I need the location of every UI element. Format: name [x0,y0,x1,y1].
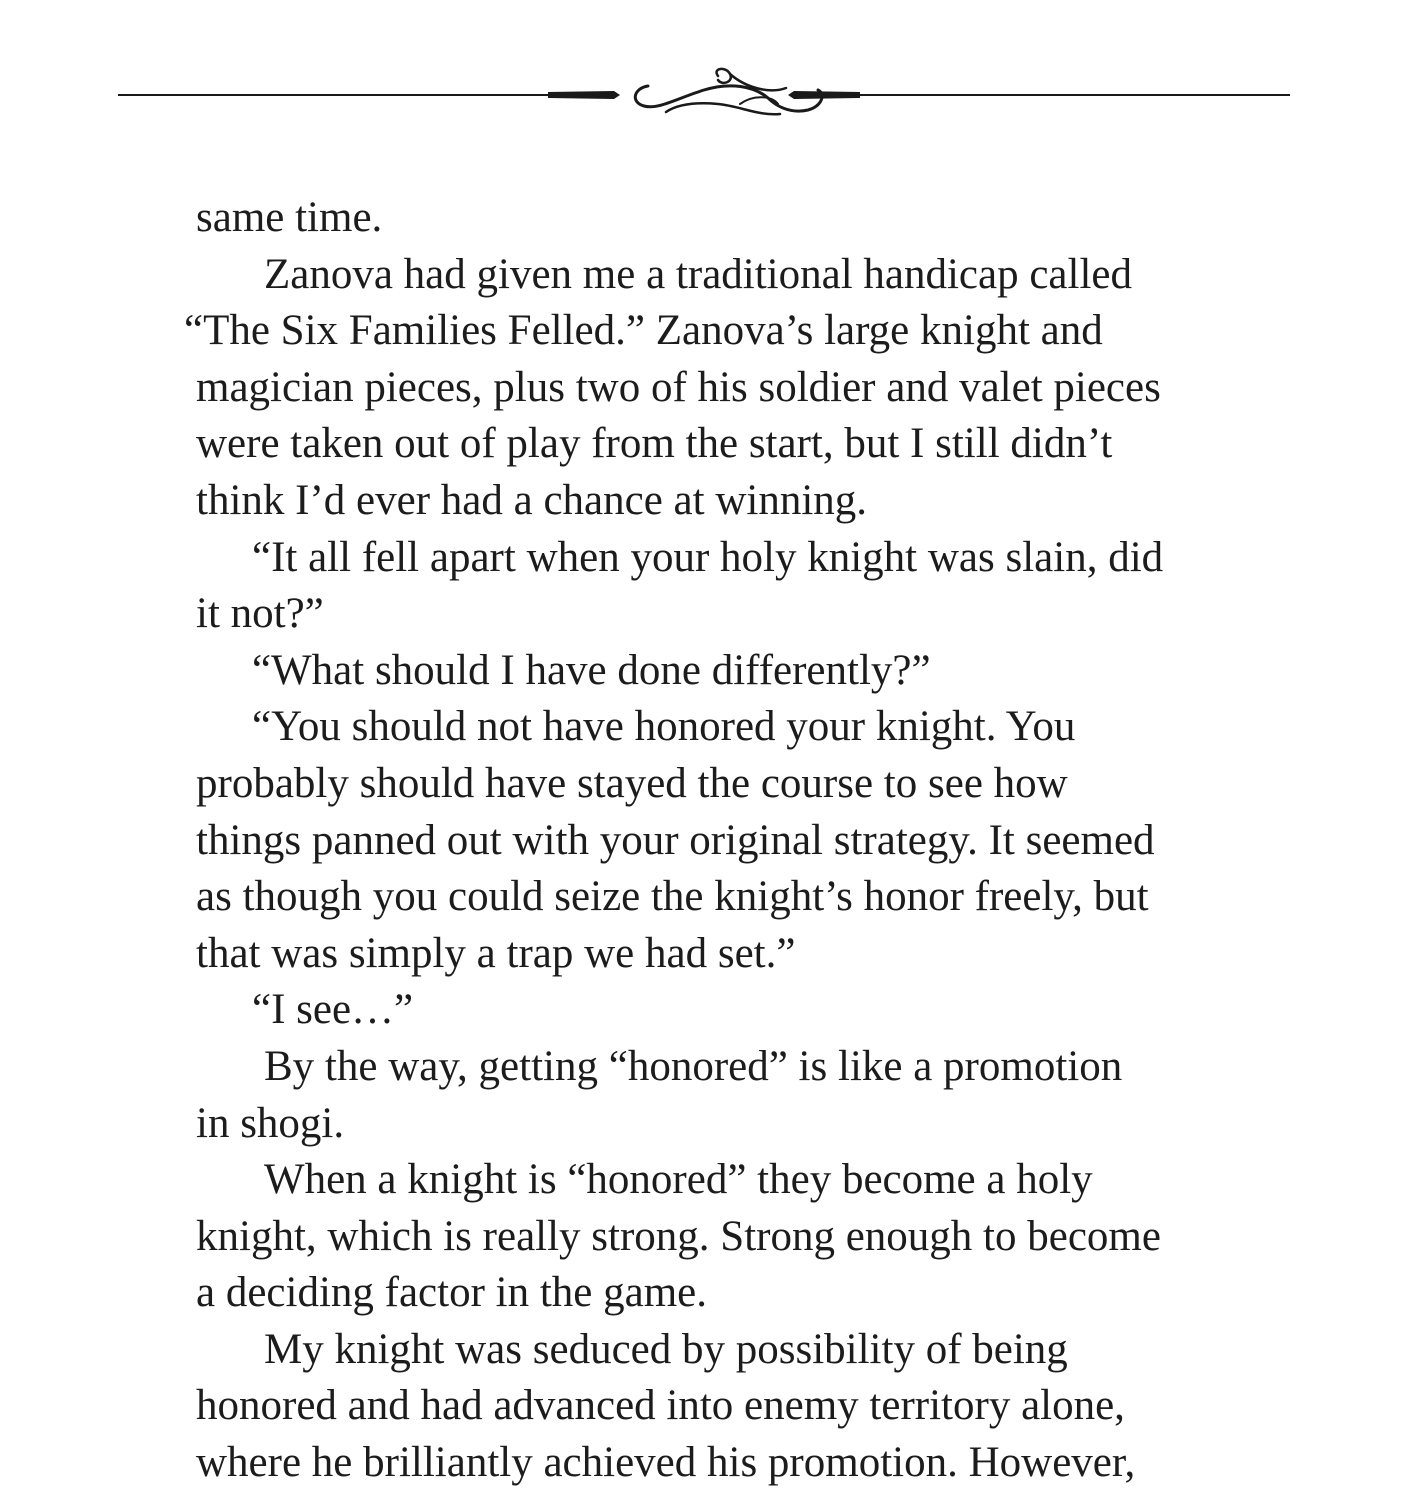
text-line: “What should I have done differently?” [252,646,931,694]
text-line: in shogi. [196,1099,345,1147]
text-line: think I’d ever had a chance at winning. [196,476,868,524]
text-line: it not?” [196,590,324,638]
text-line: Zanova had given me a traditional handicap called [264,250,1132,298]
text-line: When a knight is “honored” they become a holy [264,1156,1093,1204]
text-line: “You should not have honored your knight. You [252,703,1076,751]
text-line: were taken out of play from the start, but I still didn’t [196,420,1113,468]
text-line: a deciding factor in the game. [196,1269,708,1317]
text-line: My knight was seduced by possibility of being [264,1325,1068,1373]
text-line: probably should have stayed the course to see how [196,759,1068,807]
text-line: magician pieces, plus two of his soldier and valet pieces [196,363,1161,411]
text-line: “It all fell apart when your holy knight was slain, did [252,533,1164,581]
text-line: knight, which is really strong. Strong enough to become [196,1212,1161,1260]
text-line: things panned out with your original strategy. It seemed [196,816,1155,864]
text-line: where he brilliantly achieved his promotion. However, [196,1439,1136,1487]
text-line: By the way, getting “honored” is like a promotion [264,1042,1123,1090]
text-line: “The Six Families Felled.” Zanova’s large knight and [184,307,1103,355]
text-line: that was simply a trap we had set.” [196,929,796,977]
flourish-divider-icon [118,64,1290,128]
text-line: same time. [196,194,383,241]
text-line: as though you could seize the knight’s honor freely, but [196,873,1149,921]
text-line: honored and had advanced into enemy territory alone, [196,1382,1125,1430]
text-line: “I see…” [252,986,414,1034]
body-text [184,190,1266,1492]
